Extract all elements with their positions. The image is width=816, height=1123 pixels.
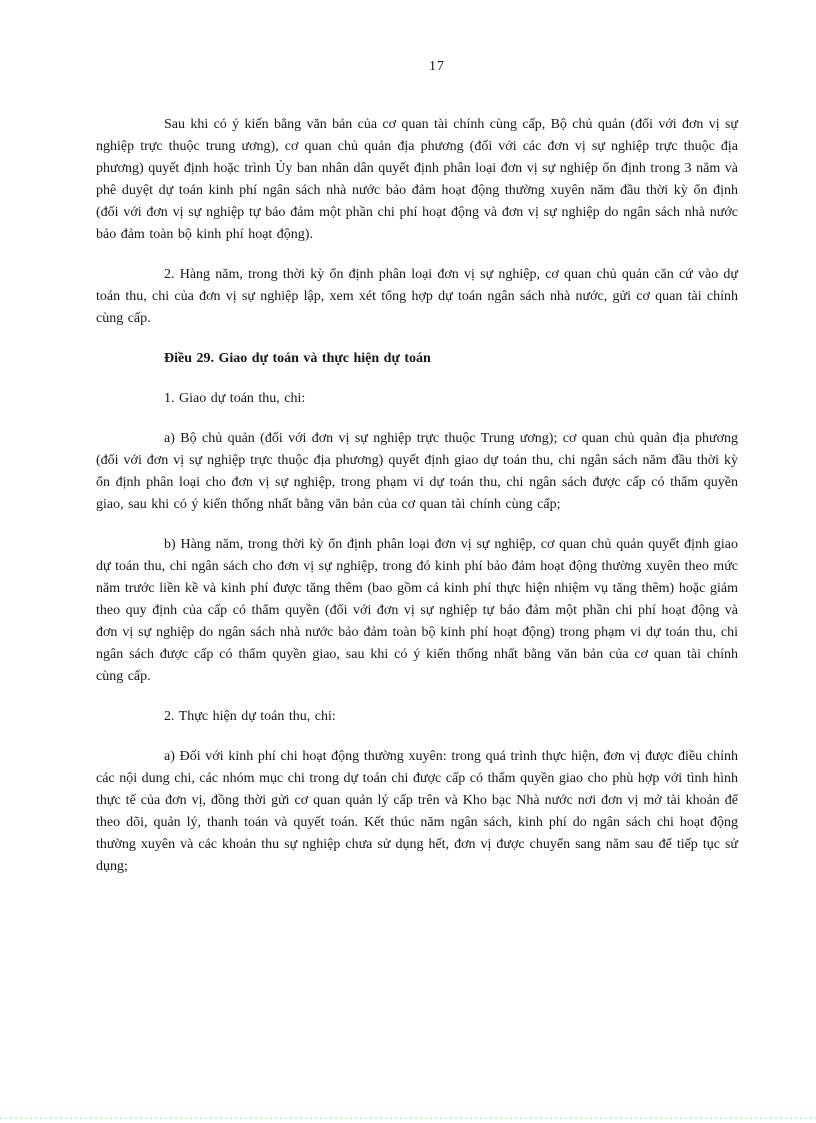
paragraph-item-2a: a) Đối với kinh phí chi hoạt động thường xuyên: trong quá trình thực hiện, đơn vị được điều chỉnh các nội dung chi, các nhóm mục chi trong dự toán chi được cấp có thẩm quyền giao cho phù hợp với tình hình thực tế của đơn vị, đồng thời gửi cơ quan quản lý cấp trên và Kho bạc Nhà nước nơi đơn vị mở tài khoản để theo dõi, quản lý, thanh toán và quyết toán. Kết thúc năm ngân sách, kinh phí do ngân sách chi hoạt động thường xuyên và các khoản thu sự nghiệp chưa sử dụng hết, đơn vị được chuyển sang năm sau để tiếp tục sử dụng; [96, 749, 738, 874]
page-break-marker [0, 1117, 816, 1119]
page-number: 17 [429, 59, 445, 74]
paragraph-item-2: 2. Thực hiện dự toán thu, chi: [164, 709, 336, 724]
paragraph-item-1: 1. Giao dự toán thu, chi: [164, 391, 306, 406]
paragraph-clause-2: 2. Hàng năm, trong thời kỳ ổn định phân loại đơn vị sự nghiệp, cơ quan chủ quản căn cứ vào dự toán thu, chi của đơn vị sự nghiệp lập, xem xét tổng hợp dự toán ngân sách nhà nước, gửi cơ quan tài chính cùng cấp. [96, 267, 738, 326]
article-29-heading: Điều 29. Giao dự toán và thực hiện dự toán [164, 351, 431, 366]
paragraph-item-1b: b) Hàng năm, trong thời kỳ ổn định phân loại đơn vị sự nghiệp, cơ quan chủ quản quyết định giao dự toán thu, chi ngân sách cho đơn vị sự nghiệp, trong đó kinh phí bảo đảm hoạt động thường xuyên theo mức năm trước liền kề và kinh phí được tăng thêm (bao gồm cả kinh phí thực hiện nhiệm vụ tăng thêm) hoặc giảm theo quy định của cấp có thẩm quyền (đối với đơn vị sự nghiệp tự bảo đảm một phần chi phí hoạt động và đơn vị sự nghiệp do ngân sách nhà nước bảo đảm toàn bộ kinh phí hoạt động) trong phạm vi dự toán thu, chi ngân sách được cấp có thẩm quyền giao, sau khi có ý kiến thống nhất bằng văn bản của cơ quan tài chính cùng cấp. [96, 537, 738, 684]
paragraph-intro: Sau khi có ý kiến bằng văn bản của cơ quan tài chính cùng cấp, Bộ chủ quản (đối với đơn vị sự nghiệp trực thuộc trung ương), cơ quan chủ quản địa phương (đối với các đơn vị sự nghiệp trực thuộc địa phương) quyết định hoặc trình Ủy ban nhân dân quyết định phân loại đơn vị sự nghiệp ổn định trong 3 năm và phê duyệt dự toán kinh phí ngân sách nhà nước bảo đảm hoạt động thường xuyên năm đầu thời kỳ ổn định (đối với đơn vị sự nghiệp tự bảo đảm một phần chi phí hoạt động và đơn vị sự nghiệp do ngân sách nhà nước bảo đảm toàn bộ kinh phí hoạt động). [96, 117, 738, 242]
document-body [96, 114, 738, 896]
paragraph-item-1a: a) Bộ chủ quản (đối với đơn vị sự nghiệp trực thuộc Trung ương); cơ quan chủ quản địa phương (đối với đơn vị sự nghiệp trực thuộc địa phương) quyết định giao dự toán thu, chi ngân sách năm đầu thời kỳ ổn định phân loại cho đơn vị sự nghiệp, trong phạm vi dự toán thu, chi ngân sách được cấp có thẩm quyền giao, sau khi có ý kiến thống nhất bằng văn bản của cơ quan tài chính cùng cấp; [96, 431, 738, 512]
